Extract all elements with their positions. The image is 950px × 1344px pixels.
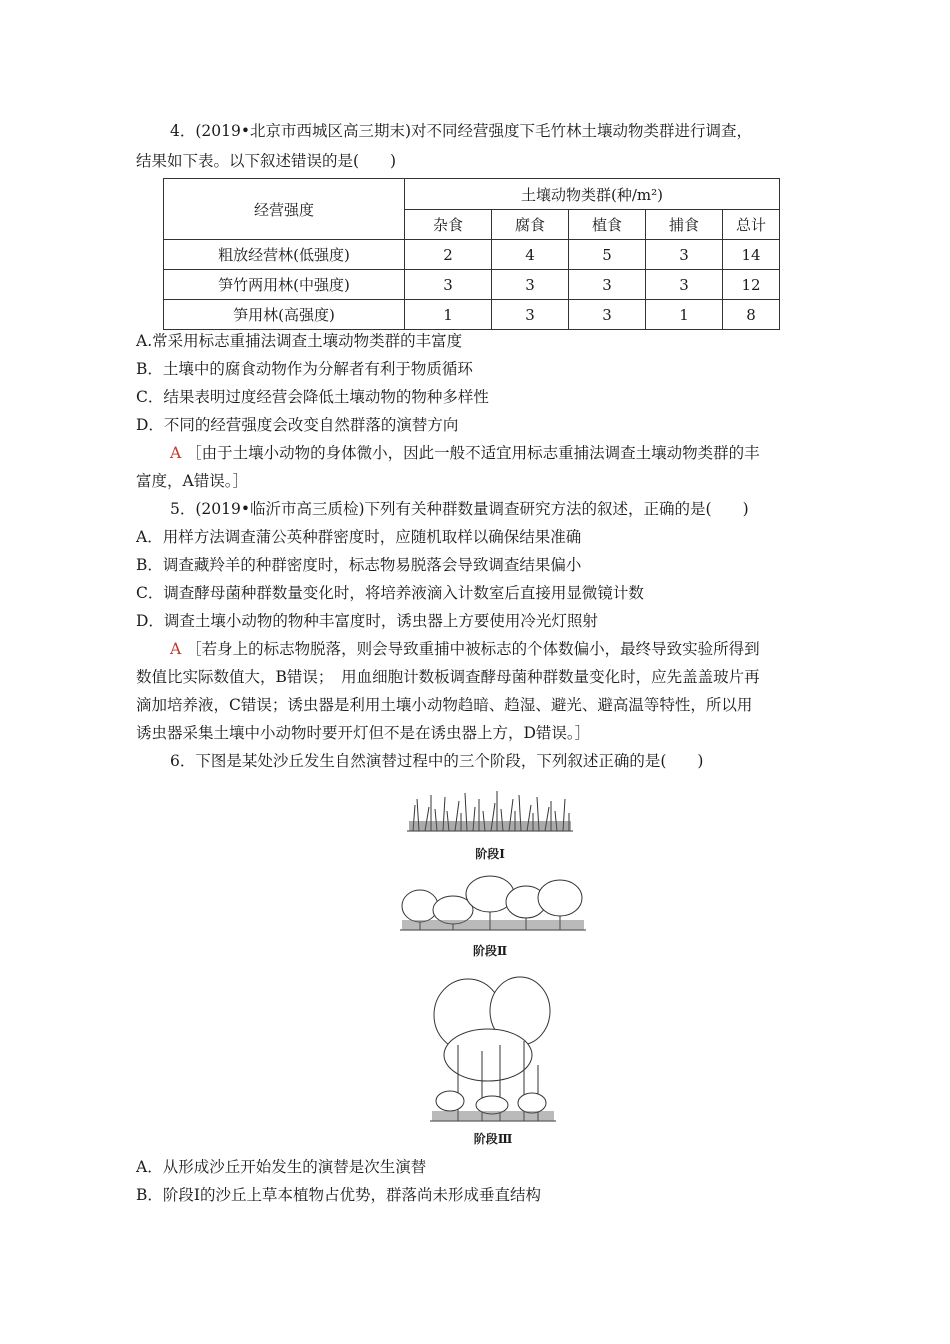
table-cell: 3 [492,300,569,330]
table-cell: 3 [646,270,723,300]
q5-option-c: C．调查酵母菌种群数量变化时，将培养液滴入计数室后直接用显微镜计数 [136,584,644,602]
q5-explanation-line2: 数值比实际数值大，B错误； 用血细胞计数板调查酵母菌种群数量变化时，应先盖盖玻片再 [136,668,760,686]
q5-option-b: B．调查藏羚羊的种群密度时，标志物易脱落会导致调查结果偏小 [136,556,582,574]
q5-answer: A [170,640,182,658]
table-col-header: 腐食 [492,210,569,240]
table-cell: 2 [405,240,492,270]
q4-explanation-line2: 富度，A错误。］ [136,472,248,490]
table-cell: 3 [405,270,492,300]
table-cell: 粗放经营林(低强度) [164,240,405,270]
q5-option-a: A．用样方法调查蒲公英种群密度时，应随机取样以确保结果准确 [136,528,582,546]
q4-stem-line2: 结果如下表。以下叙述错误的是( ) [136,152,397,170]
table-row [164,300,780,330]
q4-answer: A [170,444,182,462]
q4-explanation-line1 [170,442,760,464]
table-col-header: 杂食 [405,210,492,240]
q5-explanation-line4: 诱虫器采集土壤中小动物时要开灯但不是在诱虫器上方，D错误。］ [136,724,591,742]
table-header-intensity: 经营强度 [164,179,405,240]
table-cell: 12 [723,270,780,300]
table-cell: 1 [646,300,723,330]
table-cell: 笋竹两用林(中强度) [164,270,405,300]
table-cell: 14 [723,240,780,270]
table-col-header: 捕食 [646,210,723,240]
q6-option-b: B．阶段Ⅰ的沙丘上草本植物占优势，群落尚未形成垂直结构 [136,1186,542,1204]
stage-3-caption: 阶段Ⅲ [473,1132,513,1146]
table-row [164,270,780,300]
q5-stem: 5．(2019•临沂市高三质检)下列有关种群数量调查研究方法的叙述，正确的是( ) [170,500,749,518]
table-cell: 3 [646,240,723,270]
stage-1-caption: 阶段Ⅰ [475,847,505,861]
stage-2-illustration [398,872,588,934]
q6-option-a: A．从形成沙丘开始发生的演替是次生演替 [136,1158,427,1176]
table-cell: 3 [569,270,646,300]
q5-explanation-text: ［若身上的标志物脱落，则会导致重捕中被标志的个体数偏小，最终导致实验所得到 [186,640,760,658]
q4-table [163,178,780,330]
stage-3-illustration [428,975,558,1125]
q4-stem-line1: 4．(2019•北京市西城区高三期末)对不同经营强度下毛竹林土壤动物类群进行调查， [170,122,753,140]
table-col-header: 植食 [569,210,646,240]
q4-option-c: C．结果表明过度经营会降低土壤动物的物种多样性 [136,388,489,406]
table-row [164,240,780,270]
table-header-group: 土壤动物类群(种/m²) [405,179,780,210]
table-cell: 1 [405,300,492,330]
q4-option-a: A.常采用标志重捕法调查土壤动物类群的丰富度 [136,332,463,350]
table-cell: 3 [569,300,646,330]
table-cell: 4 [492,240,569,270]
q5-explanation-line3: 滴加培养液，C错误；诱虫器是利用土壤小动物趋暗、趋湿、避光、避高温等特性，所以用 [136,696,753,714]
q4-option-d: D．不同的经营强度会改变自然群落的演替方向 [136,416,459,434]
table-cell: 5 [569,240,646,270]
stage-1-illustration [405,785,575,835]
q4-option-b: B．土壤中的腐食动物作为分解者有利于物质循环 [136,360,473,378]
q6-stem: 6．下图是某处沙丘发生自然演替过程中的三个阶段，下列叙述正确的是( ) [170,752,704,770]
q4-explanation-text: ［由于土壤小动物的身体微小，因此一般不适宜用标志重捕法调查土壤动物类群的丰 [186,444,760,462]
q5-option-d: D．调查土壤小动物的物种丰富度时，诱虫器上方要使用冷光灯照射 [136,612,598,630]
table-col-header: 总计 [723,210,780,240]
table-cell: 3 [492,270,569,300]
q5-explanation-line1 [170,638,760,660]
stage-2-caption: 阶段Ⅱ [472,944,508,958]
table-cell: 8 [723,300,780,330]
table-cell: 笋用林(高强度) [164,300,405,330]
